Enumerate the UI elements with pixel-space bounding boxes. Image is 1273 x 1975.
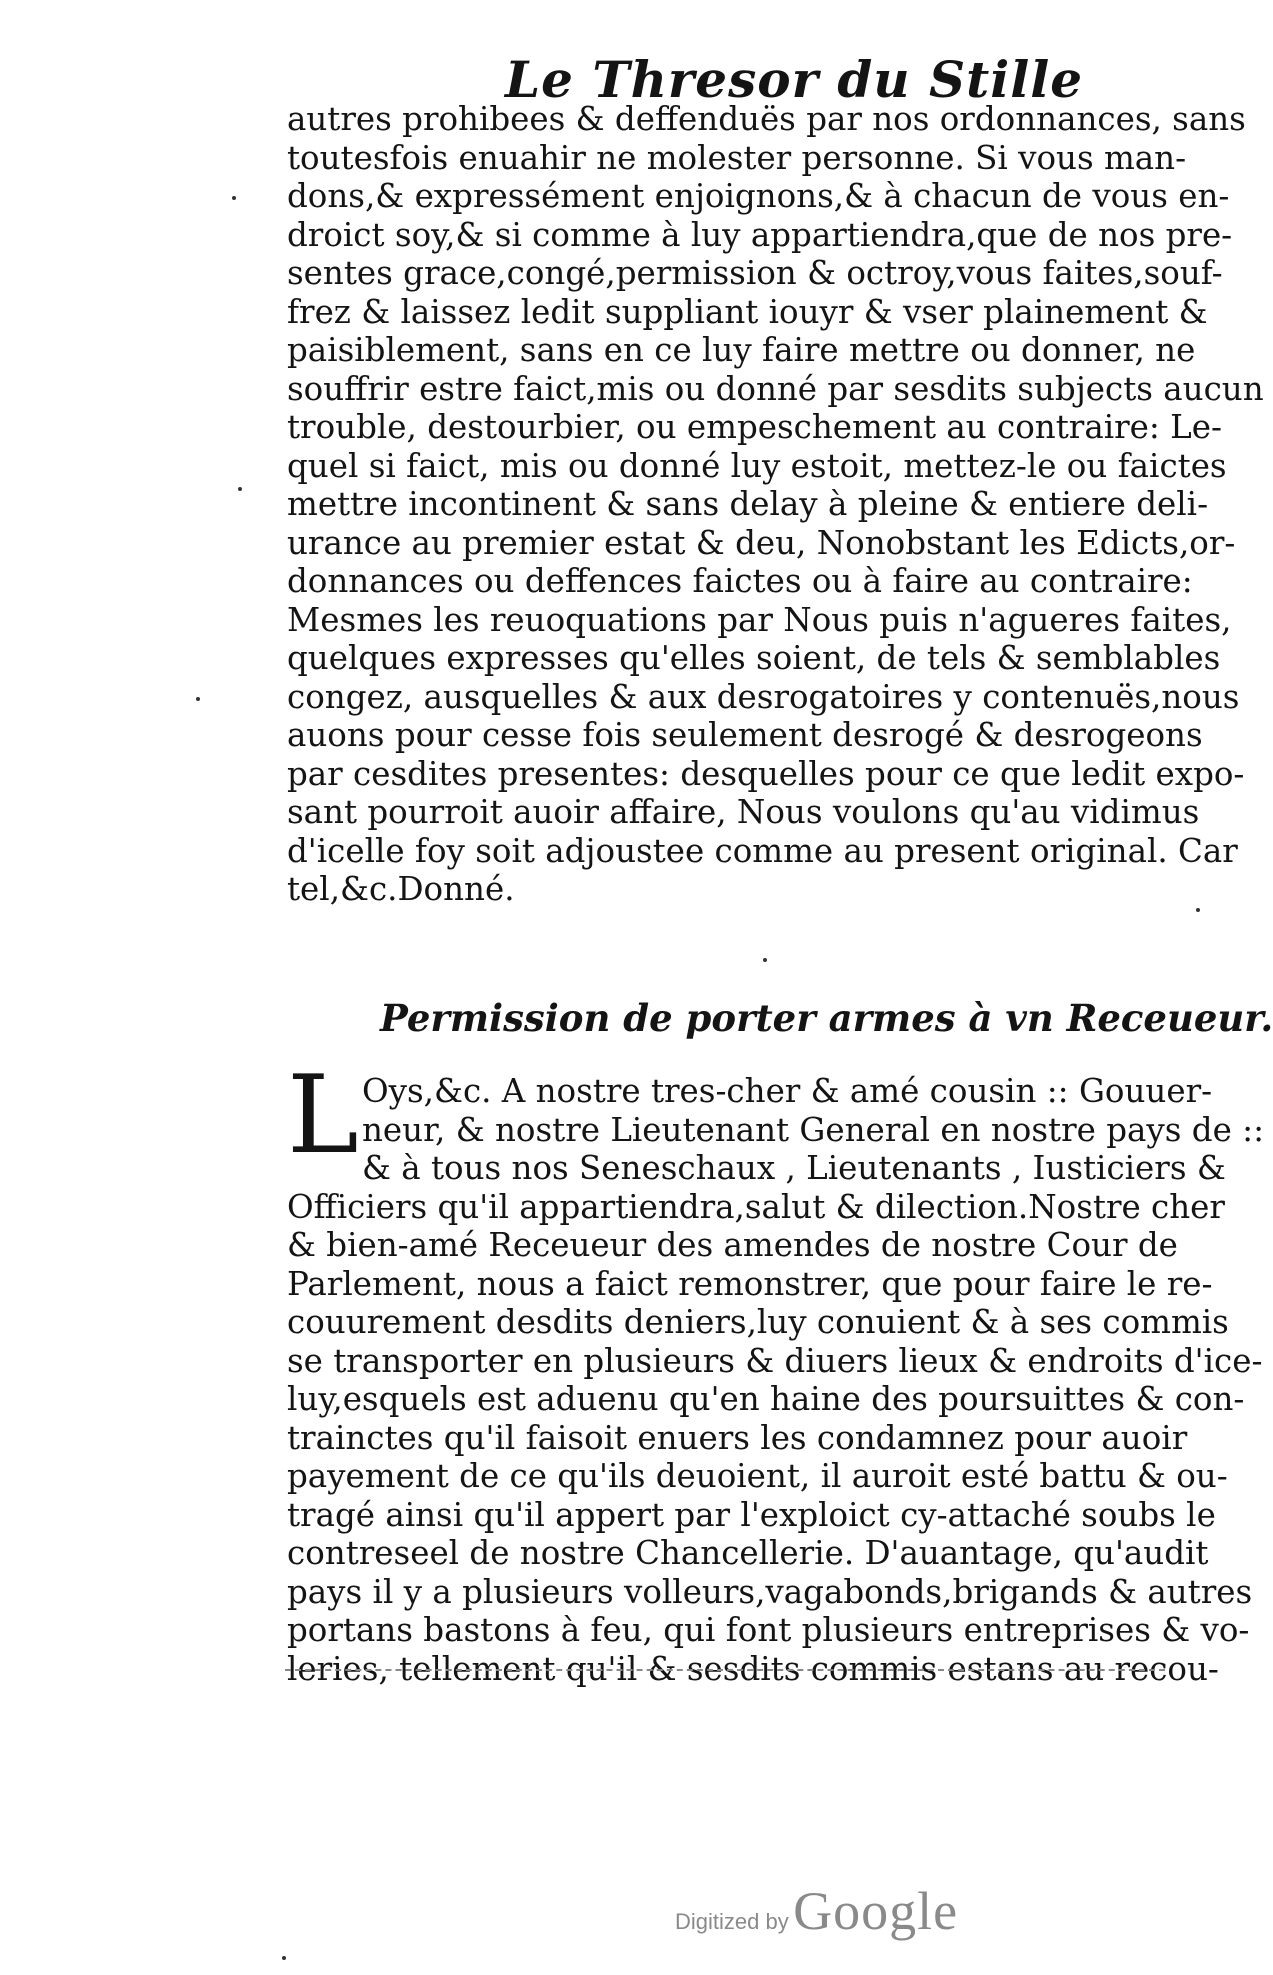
text-line: congez, ausquelles & aux desrogatoires y contenuës,nous	[287, 677, 1240, 716]
scan-speck	[232, 196, 236, 200]
text-line: luy,esquels est aduenu qu'en haine des poursuittes & con-	[287, 1380, 1245, 1418]
text-line: dons,& expressément enjoignons,& à chacun de vous en-	[287, 177, 1230, 215]
text-line: & à tous nos Seneschaux , Lieutenants , Iusticiers &	[362, 1149, 1226, 1187]
drop-initial: L	[287, 1053, 359, 1178]
scan-speck	[238, 487, 242, 491]
text-line: quel si faict, mis ou donné luy estoit, mettez-le ou faictes	[287, 446, 1227, 485]
text-line: contreseel de nostre Chancellerie. D'auantage, qu'audit	[287, 1534, 1209, 1572]
text-line: tel,&c.Donné.	[287, 870, 515, 908]
watermark-prefix: Digitized by	[675, 1909, 789, 1934]
scan-speck	[196, 697, 200, 701]
footer-rule	[285, 1669, 1165, 1671]
text-line: se transporter en plusieurs & diuers lieux & endroits d'ice-	[287, 1341, 1263, 1380]
text-line: urance au premier estat & deu, Nonobstant les Edicts,or-	[287, 523, 1236, 562]
text-line: sant pourroit auoir affaire, Nous voulons qu'au vidimus	[287, 793, 1200, 831]
text-line: autres prohibees & deffenduës par nos ordonnances, sans	[287, 100, 1246, 138]
text-line: & bien-amé Receueur des amendes de nostre Cour de	[287, 1226, 1178, 1264]
text-line: paisiblement, sans en ce luy faire mettre ou donner, ne	[287, 331, 1196, 369]
text-line: auons pour cesse fois seulement desrogé & desrogeons	[287, 716, 1203, 754]
text-line: sentes grace,congé,permission & octroy,vous faites,souf-	[287, 254, 1223, 292]
text-line: souffrir estre faict,mis ou donné par sesdits subjects aucun	[287, 369, 1264, 408]
running-head: Le Thresor du Stille	[505, 50, 1084, 109]
text-line: droict soy,& si comme à luy appartiendra,que de nos pre-	[287, 215, 1233, 254]
section-heading: Permission de porter armes à vn Receueur.	[380, 996, 1273, 1040]
scan-speck	[763, 958, 767, 962]
text-line: Mesmes les reuoquations par Nous puis n'agueres faites,	[287, 600, 1232, 639]
text-line: trouble, destourbier, ou empeschement au contraire: Le-	[287, 408, 1222, 446]
text-line: d'icelle foy soit adjoustee comme au present original. Car	[287, 831, 1238, 870]
scan-speck	[282, 1956, 286, 1960]
text-line: neur, & nostre Lieutenant General en nostre pays de ::	[362, 1110, 1265, 1149]
text-line: toutesfois enuahir ne molester personne. Si vous man-	[287, 138, 1187, 177]
text-line: leries, tellement qu'il & sesdits commis estans au recou-	[287, 1649, 1219, 1688]
text-line: Oys,&c. A nostre tres-cher & amé cousin :: Gouuer-	[362, 1072, 1213, 1110]
text-line: par cesdites presentes: desquelles pour ce que ledit expo-	[287, 754, 1245, 793]
text-line: pays il y a plusieurs volleurs,vagabonds,brigands & autres	[287, 1572, 1253, 1611]
paragraph-permission-body	[287, 1072, 1265, 1688]
text-line: payement de ce qu'ils deuoient, il auroit esté battu & ou-	[287, 1457, 1228, 1495]
text-line: Officiers qu'il appartiendra,salut & dilection.Nostre cher	[287, 1187, 1225, 1226]
text-line: quelques expresses qu'elles soient, de tels & semblables	[287, 639, 1221, 677]
text-line: couurement desdits deniers,luy conuient & à ses commis	[287, 1303, 1229, 1341]
paragraph-letter-body	[287, 100, 1264, 909]
text-line: tragé ainsi qu'il appert par l'exploict cy-attaché soubs le	[287, 1495, 1216, 1534]
text-line: trainctes qu'il faisoit enuers les condamnez pour auoir	[287, 1418, 1188, 1457]
google-logo: Google	[793, 1881, 959, 1941]
text-line: Parlement, nous a faict remonstrer, que pour faire le re-	[287, 1264, 1213, 1303]
digitized-watermark	[675, 1880, 958, 1942]
scan-speck	[1196, 908, 1200, 912]
text-line: portans bastons à feu, qui font plusieurs entreprises & vo-	[287, 1611, 1250, 1649]
text-line: frez & laissez ledit suppliant iouyr & vser plainement &	[287, 292, 1208, 331]
text-line: donnances ou deffences faictes ou à faire au contraire:	[287, 562, 1193, 600]
text-line: mettre incontinent & sans delay à pleine & entiere deli-	[287, 485, 1209, 523]
